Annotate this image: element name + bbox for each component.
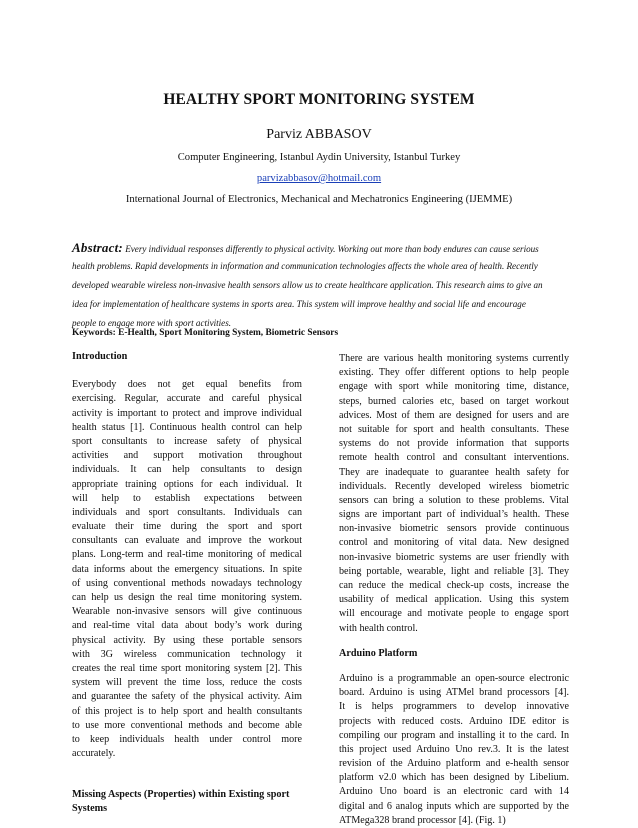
left-column [72,350,302,817]
text-line: this project used Arduino Uno rev.3. It is the latest [339,743,569,755]
text-line: and real-time vital data about body’s work during [72,620,302,632]
text-line: will encourage and motivate people to engage sport [339,608,569,620]
text-line: will help to establish expectations between [72,492,302,504]
section-heading-arduino-platform: Arduino Platform [339,647,418,659]
text-line: individuals. Recently developed wireless biometric [339,480,569,492]
text-line: systems do not provide information that supports [339,438,569,450]
abstract [72,238,568,333]
abstract-line: Every individual responses differently to physical activity. Working out more than body endures can cause serious [125,244,539,254]
text-line: physical activity. By using these portable sensors [72,634,302,646]
text-line: non-invasive biometric sensors provide continuous [339,523,569,535]
author-email-line [0,173,638,184]
abstract-line: people to engage more with sport activities. [72,318,232,328]
text-line: sensors can bring a solution to these problems. Vital [339,494,569,506]
text-line: platform v2.0 which has been designed by Libelium. [339,772,569,784]
text-line: steps, burned calories etc, based on target workout [339,395,569,407]
text-line: accurately. [72,748,116,760]
text-line: There are various health monitoring systems currently [339,353,569,364]
journal-name: International Journal of Electronics, Mechanical and Mechatronics Engineering (IJEMME) [125,194,513,205]
text-line: can help us design the real time monitoring system. [72,592,302,604]
paper-title: HEALTHY SPORT MONITORING SYSTEM [163,91,475,108]
text-line: plans. Long-term and real-time monitoring of medical [72,549,302,561]
text-line: existing. They offer different options to help people [339,367,569,379]
text-line: signs are important part of individual’s health. These [339,509,569,521]
text-line: Arduino Uno board is an electronic card with 14 [339,786,569,798]
text-line: creates the real time sport monitoring system [2]. This [72,662,302,674]
text-line: with 3G wireless communication technology it [72,648,302,660]
text-line: usability of medical application. Using this system [339,594,569,606]
text-line: data informs about the emergency situations. In spite [72,563,302,575]
text-line: of this project is to help sport and health consultants [72,705,302,717]
right-column [339,352,569,828]
text-line: individuals. It can help consultants to design [72,464,302,476]
text-line: projects with reduced costs. Arduino IDE editor is [339,715,569,727]
text-line: can reduce the medical check-up costs, increase the [339,580,569,591]
text-line: non-invasive biometric systems are user friendly with [339,551,569,563]
author-affiliation: Computer Engineering, Istanbul Aydin University, Istanbul Turkey [177,152,461,163]
abstract-label: Abstract: [72,240,123,255]
author-name: Parviz ABBASOV [266,127,372,142]
text-line: of using conventional methods nowadays technology [72,577,302,589]
text-line: sport consultants to increase safety of physical [72,435,302,447]
author-email-link[interactable]: parvizabbasov@hotmail.com [256,173,382,184]
text-line: ATMega328 brand processor [4]. (Fig. 1) [339,814,506,826]
text-line: with health control. [339,622,418,634]
text-line: evaluate their time during the sport and sport [72,521,302,533]
text-line: appropriate training options for each individual. It [72,478,302,490]
text-line: advices. Most of them are designed for users and are [339,409,569,421]
text-line: It is helps programmers to develop innovative [339,701,569,713]
text-line: consultants can evaluate and improve the workout [72,535,302,547]
text-line: board. Arduino is using ATMel brand processors [4]. [339,687,569,699]
section-heading-introduction: Introduction [72,351,128,362]
abstract-line: developed wearable wireless non-invasive health sensors allow us to create healthcare application. This research aims to give an [72,280,543,290]
text-line: not suitable for sport and health consultants. These [339,423,569,435]
keywords: Keywords: E-Health, Sport Monitoring System, Biometric Sensors [72,328,339,338]
text-line: health status [1]. Continuous health control can help [72,421,302,433]
text-line: Arduino is a programmable an open-source electronic [339,672,569,684]
text-line: to use more conventional methods and become able [72,719,302,731]
text-line: activities and support motivation throughout [72,450,302,462]
abstract-line: health problems. Rapid developments in information and communication technologies affects the whole area of health. Recently [72,261,538,271]
text-line: exercising. Regular, accurate and careful physical [72,393,302,405]
text-line: system will prevent the time loss, reduce the costs [72,677,302,689]
text-line: remote health control and consultant interventions. [339,452,569,464]
text-line: digital and 6 analog inputs which are supported by the [339,800,569,812]
text-line: control and monitoring of vital data. New designed [339,537,569,549]
text-line: activity is important to protect and improve individual [72,407,302,419]
text-line: to keep individuals health under control more [72,733,302,745]
text-line: engage with sport while monitoring time, distance, [339,381,569,393]
text-line: Wearable non-invasive sensors will give continuous [72,606,302,618]
text-line: individuals and sport consultants. Individuals can [72,506,302,518]
abstract-first-line [72,238,568,257]
arduino-paragraph [339,672,569,828]
section-heading-missing-aspects: Missing Aspects (Properties) within Existing sport [72,789,290,801]
introduction-body [72,378,302,761]
text-line: revision of the Arduino platform and e-health sensor [339,758,569,770]
text-line: They are inadequate to guarantee health safety for [339,466,569,478]
text-line: compiling our program and installing it to the card. In [339,729,569,741]
systems-paragraph [339,352,569,636]
text-line: Everybody does not get equal benefits from [72,379,302,391]
text-line: being portable, wearable, light and reliable [3]. They [339,565,569,577]
abstract-line: idea for implementation of healthcare systems in sports area. This system will improve healthy and social life and encourage [72,299,526,309]
section-heading-missing-aspects-cont: Systems [72,803,108,815]
text-line: and guarantee the safety of the physical activity. Aim [72,691,302,703]
